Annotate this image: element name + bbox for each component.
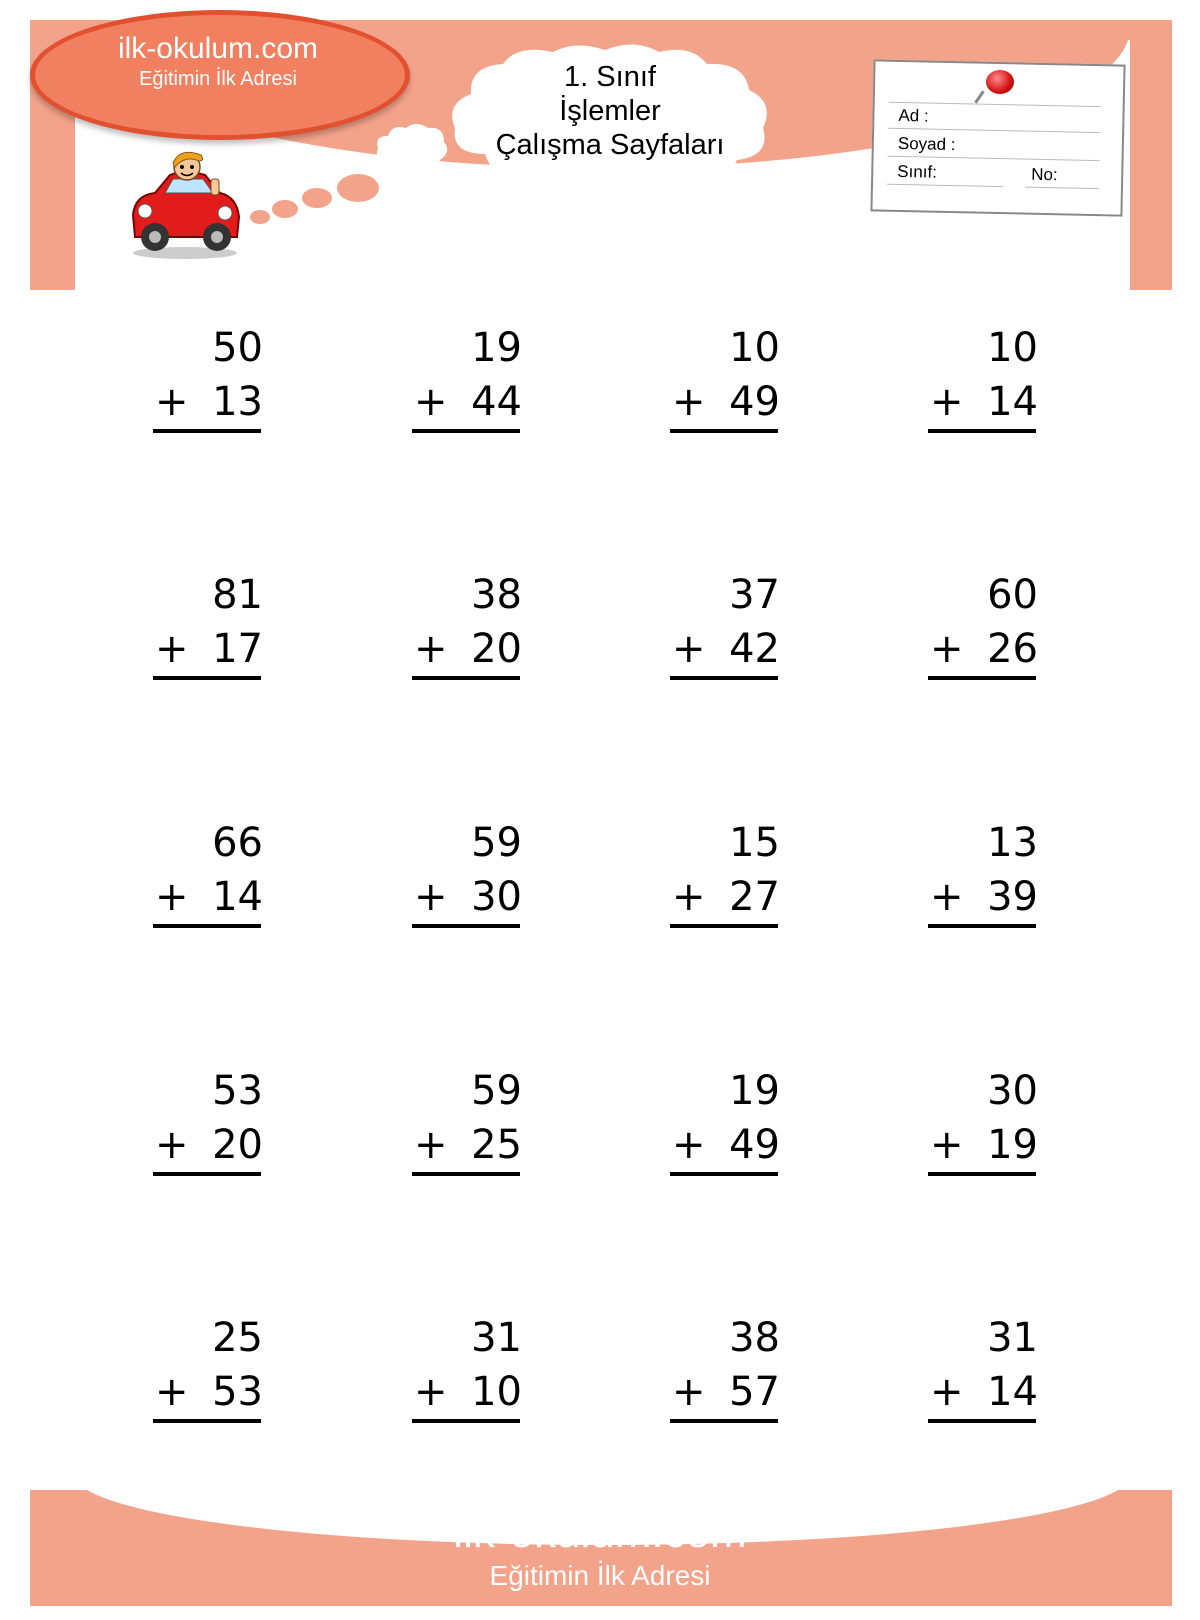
addend-top: 30 [987, 1068, 1038, 1114]
addend-bottom: 14 [212, 874, 263, 920]
plus-sign: + [672, 1122, 706, 1168]
addend-top: 15 [729, 820, 780, 866]
addend-top: 31 [471, 1315, 522, 1361]
logo-site-name: ilk-okulum.com [117, 32, 319, 65]
addend-bottom: 26 [987, 626, 1038, 672]
plus-sign: + [414, 1122, 448, 1168]
addend-row [153, 1122, 273, 1172]
addend-bottom: 53 [212, 1369, 263, 1415]
plus-sign: + [930, 379, 964, 425]
addend-top: 10 [987, 325, 1038, 371]
addend-bottom: 14 [987, 379, 1038, 425]
addend-row [670, 874, 790, 924]
worksheet-title [450, 60, 770, 162]
addend-row [412, 1122, 532, 1172]
addend-top: 37 [729, 572, 780, 618]
addend-bottom: 42 [729, 626, 780, 672]
addend-top: 60 [987, 572, 1038, 618]
plus-sign: + [155, 1369, 189, 1415]
addend-top: 25 [212, 1315, 263, 1361]
answer-rule [928, 1419, 1036, 1423]
addend-bottom: 17 [212, 626, 263, 672]
plus-sign: + [672, 626, 706, 672]
answer-rule [153, 676, 261, 680]
number-line[interactable] [1025, 187, 1099, 190]
plus-sign: + [930, 626, 964, 672]
footer-tagline: Eğitimin İlk Adresi [489, 1560, 711, 1591]
addend-bottom: 20 [212, 1122, 263, 1168]
thought-puff [248, 208, 272, 226]
addend-row [412, 626, 532, 676]
name-line[interactable] [888, 128, 1100, 133]
plus-sign: + [930, 1122, 964, 1168]
surname-label: Soyad : [897, 133, 956, 155]
class-label: Sınıf: [897, 161, 938, 182]
addend-row [670, 1122, 790, 1172]
thought-puff [270, 198, 300, 220]
addend-bottom: 57 [729, 1369, 780, 1415]
plus-sign: + [672, 874, 706, 920]
addend-top: 81 [212, 572, 263, 618]
addend-top: 59 [471, 820, 522, 866]
addend-row [670, 626, 790, 676]
answer-rule [412, 924, 520, 928]
addend-bottom: 25 [471, 1122, 522, 1168]
answer-rule [670, 676, 778, 680]
plus-sign: + [155, 1122, 189, 1168]
addend-top: 31 [987, 1315, 1038, 1361]
addend-bottom: 27 [729, 874, 780, 920]
addend-row [412, 1369, 532, 1419]
answer-rule [412, 1419, 520, 1423]
addend-row [153, 379, 273, 429]
addend-bottom: 30 [471, 874, 522, 920]
addend-top: 59 [471, 1068, 522, 1114]
answer-rule [928, 1172, 1036, 1176]
addend-row [928, 874, 1048, 924]
addend-row [153, 1369, 273, 1419]
number-label: No: [1031, 164, 1058, 185]
addend-bottom: 19 [987, 1122, 1038, 1168]
plus-sign: + [672, 379, 706, 425]
addend-row [670, 1369, 790, 1419]
addend-bottom: 14 [987, 1369, 1038, 1415]
thought-puff [300, 186, 334, 210]
addend-top: 38 [471, 572, 522, 618]
title-line-grade: 1. Sınıf [564, 61, 656, 93]
answer-rule [670, 1419, 778, 1423]
addend-top: 53 [212, 1068, 263, 1114]
logo-tagline: Eğitimin İlk Adresi [139, 68, 297, 90]
addend-row [412, 379, 532, 429]
answer-rule [670, 1172, 778, 1176]
answer-rule [928, 429, 1036, 433]
addend-top: 50 [212, 325, 263, 371]
addend-top: 13 [987, 820, 1038, 866]
surname-line[interactable] [888, 156, 1100, 161]
title-line-topic: İşlemler [559, 95, 661, 127]
title-line-subtitle: Çalışma Sayfaları [495, 129, 725, 161]
answer-rule [928, 676, 1036, 680]
answer-rule [412, 429, 520, 433]
addend-row [670, 379, 790, 429]
answer-rule [153, 1172, 261, 1176]
answer-rule [153, 924, 261, 928]
car-illustration [125, 145, 245, 260]
addend-row [153, 626, 273, 676]
footer-site-name: ilk-okulum.com [453, 1508, 747, 1557]
addend-bottom: 44 [471, 379, 522, 425]
addend-top: 19 [729, 1068, 780, 1114]
push-pin-icon [986, 70, 1014, 94]
answer-rule [153, 429, 261, 433]
plus-sign: + [155, 626, 189, 672]
plus-sign: + [155, 874, 189, 920]
addend-bottom: 20 [471, 626, 522, 672]
addend-row [412, 874, 532, 924]
addend-row [153, 874, 273, 924]
thought-puff-small-cloud [372, 118, 452, 178]
plus-sign: + [414, 874, 448, 920]
plus-sign: + [672, 1369, 706, 1415]
answer-rule [412, 1172, 520, 1176]
plus-sign: + [414, 1369, 448, 1415]
addend-row [928, 626, 1048, 676]
plus-sign: + [414, 626, 448, 672]
answer-rule [412, 676, 520, 680]
answer-rule [670, 429, 778, 433]
addend-bottom: 39 [987, 874, 1038, 920]
addend-row [928, 1369, 1048, 1419]
plus-sign: + [155, 379, 189, 425]
addend-top: 66 [212, 820, 263, 866]
addend-bottom: 49 [729, 1122, 780, 1168]
plus-sign: + [930, 1369, 964, 1415]
plus-sign: + [930, 874, 964, 920]
addend-top: 10 [729, 325, 780, 371]
addend-top: 38 [729, 1315, 780, 1361]
addend-bottom: 13 [212, 379, 263, 425]
plus-sign: + [414, 379, 448, 425]
answer-rule [153, 1419, 261, 1423]
class-line[interactable] [887, 184, 1003, 187]
name-label: Ad : [898, 105, 929, 126]
addend-row [928, 379, 1048, 429]
answer-rule [670, 924, 778, 928]
addend-bottom: 49 [729, 379, 780, 425]
addend-top: 19 [471, 325, 522, 371]
addend-row [928, 1122, 1048, 1172]
addend-bottom: 10 [471, 1369, 522, 1415]
answer-rule [928, 924, 1036, 928]
